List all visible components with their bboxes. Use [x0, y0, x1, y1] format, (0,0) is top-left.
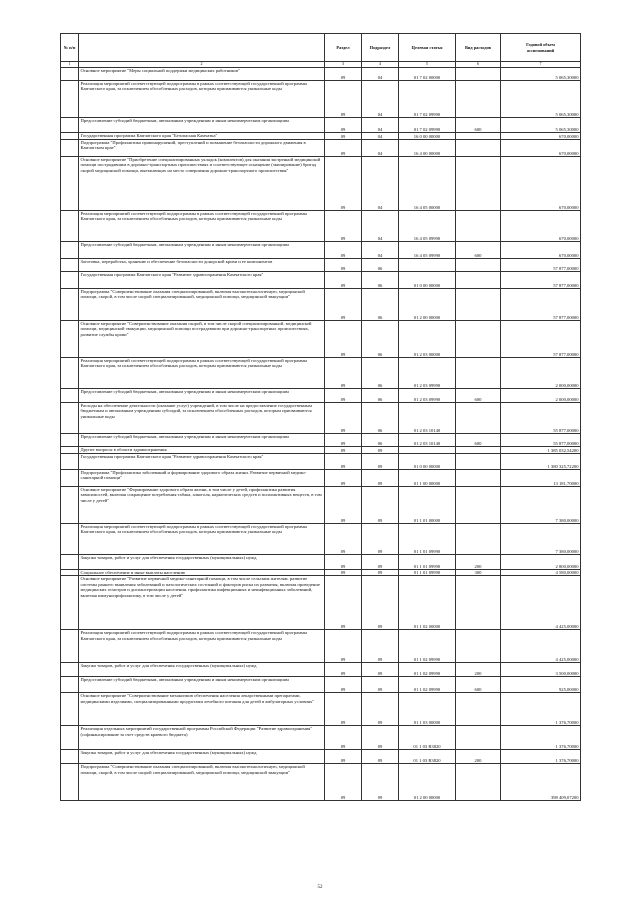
row-podrazdel: 04	[362, 242, 399, 259]
row-amount: 57 877,00000	[501, 272, 581, 289]
row-razdel: 09	[325, 555, 362, 570]
budget-table	[60, 33, 581, 801]
row-expense-type: 600	[456, 118, 501, 133]
row-amount: 925,00000	[501, 677, 581, 693]
row-razdel: 09	[325, 764, 362, 801]
row-amount: 7 380,00000	[501, 487, 581, 524]
row-name: Подпрограмма "Совершенствование оказания специализированной, включая высокотехнологичную, медицинской помощи, скорой, в том числе скорой специализированной, медицинской помощи, медицинской эвакуации"	[79, 764, 325, 801]
header-target-article: Целевая статья	[399, 34, 456, 62]
row-target-article: 16 4 05 09990	[399, 211, 456, 242]
row-podrazdel: 09	[362, 677, 399, 693]
row-razdel: 09	[325, 487, 362, 524]
table-row	[61, 242, 581, 259]
row-name: Основное мероприятие "Совершенствование механизмов обеспечения населения лекарственными препаратами, медицинскими изделиями, специализированными продуктами лечебного питания для детей в амбулаторных условиях"	[79, 693, 325, 726]
column-number: 1	[61, 62, 79, 68]
row-podrazdel: 09	[362, 576, 399, 630]
row-number	[61, 242, 79, 259]
row-name: Государственная программа Камчатского края "Безопасная Камчатка"	[79, 133, 325, 140]
row-expense-type	[456, 68, 501, 81]
row-target-article: 01 1 02 00000	[399, 576, 456, 630]
row-expense-type	[456, 576, 501, 630]
row-amount: 13 181,70000	[501, 470, 581, 487]
table-row	[61, 576, 581, 630]
row-expense-type: 200	[456, 555, 501, 570]
row-number	[61, 630, 79, 663]
row-name: Предоставление субсидий бюджетным, автономным учреждениям и иным некоммерческим организациям	[79, 389, 325, 403]
row-podrazdel: 06	[362, 321, 399, 358]
row-razdel: 09	[325, 118, 362, 133]
row-number	[61, 157, 79, 211]
row-target-article: 01 1 03 00000	[399, 693, 456, 726]
row-number	[61, 289, 79, 321]
row-expense-type	[456, 487, 501, 524]
row-number	[61, 358, 79, 389]
row-expense-type	[456, 447, 501, 454]
row-razdel: 09	[325, 68, 362, 81]
row-number	[61, 389, 79, 403]
column-number: 3	[325, 62, 362, 68]
row-name: Основное мероприятие "Развитие первичной медико-санитарной помощи, в том числе сельским жителям. развитие системы раннего выявления заболеваний и патологических состояний и факторов риска их развития, включая проведение медицинских осмотров и диспансеризации населения. профилактика инфекционных и неинфекционных заболеваний, включая иммунопрофилактику, в том числе у детей"	[79, 576, 325, 630]
row-expense-type: 600	[456, 677, 501, 693]
row-target-article: 01 2 00 00000	[399, 289, 456, 321]
row-number	[61, 68, 79, 81]
row-number	[61, 764, 79, 801]
row-name: Подпрограмма "Совершенствование оказания специализированной, включая высокотехнологичную, медицинской помощи, скорой, в том числе скорой специализированной, медицинской помощи, медицинской эвакуации"	[79, 289, 325, 321]
row-name: Предоставление субсидий бюджетным, автономным учреждениям и иным некоммерческим организациям	[79, 677, 325, 693]
row-number	[61, 576, 79, 630]
row-number	[61, 470, 79, 487]
row-razdel: 09	[325, 447, 362, 454]
table-row	[61, 403, 581, 434]
row-amount: 1 385 032,54200	[501, 447, 581, 454]
row-expense-type: 600	[456, 434, 501, 447]
row-razdel: 09	[325, 81, 362, 118]
table-row	[61, 157, 581, 211]
row-target-article: 01 2 03 10140	[399, 434, 456, 447]
row-razdel: 09	[325, 259, 362, 272]
row-podrazdel: 09	[362, 524, 399, 555]
row-razdel: 09	[325, 289, 362, 321]
row-name: Государственная программа Камчатского края "Развитие здравоохранения Камчатского края"	[79, 272, 325, 289]
row-expense-type	[456, 133, 501, 140]
row-target-article: 01 2 00 00000	[399, 764, 456, 801]
row-expense-type: 200	[456, 750, 501, 764]
row-amount: 2 000,00000	[501, 389, 581, 403]
row-podrazdel: 09	[362, 470, 399, 487]
row-name: Подпрограмма "Профилактика правонарушений, преступлений и повышение безопасности дорожного движения в Камчатском крае"	[79, 140, 325, 157]
table-row	[61, 524, 581, 555]
row-name: Подпрограмма "Профилактика заболеваний и формирование здорового образа жизни. Развитие первичной медико-санитарной помощи"	[79, 470, 325, 487]
row-podrazdel: 06	[362, 403, 399, 434]
row-name: Закупка товаров, работ и услуг для обеспечения государственных (муниципальных) нужд	[79, 750, 325, 764]
row-amount: 3 500,00000	[501, 663, 581, 677]
row-name: Государственная программа Камчатского края "Развитие здравоохранения Камчатского края"	[79, 454, 325, 470]
row-expense-type	[456, 157, 501, 211]
row-number	[61, 454, 79, 470]
row-number	[61, 321, 79, 358]
row-number	[61, 487, 79, 524]
header-expense-type: Вид расходов	[456, 34, 501, 62]
row-expense-type	[456, 321, 501, 358]
row-razdel: 09	[325, 321, 362, 358]
row-podrazdel: 09	[362, 487, 399, 524]
row-razdel: 09	[325, 454, 362, 470]
row-podrazdel: 06	[362, 434, 399, 447]
row-target-article: 01 1 03 R3820	[399, 750, 456, 764]
row-expense-type	[456, 764, 501, 801]
row-razdel: 09	[325, 576, 362, 630]
row-podrazdel: 04	[362, 81, 399, 118]
row-target-article: 01 7 02 09990	[399, 118, 456, 133]
row-target-article: 01 1 01 00000	[399, 487, 456, 524]
row-name: Реализация отдельных мероприятий государственной программы Российской Федерации "Развитие здравоохранения" (софинансирование за счет средств краевого бюджета)	[79, 726, 325, 750]
row-podrazdel: 04	[362, 140, 399, 157]
column-number: 7	[501, 62, 581, 68]
row-target-article: 01 1 02 09990	[399, 663, 456, 677]
row-podrazdel: 06	[362, 358, 399, 389]
row-target-article	[399, 259, 456, 272]
row-podrazdel: 09	[362, 447, 399, 454]
row-razdel: 09	[325, 272, 362, 289]
table-row	[61, 389, 581, 403]
row-expense-type	[456, 693, 501, 726]
row-amount: 4 580,00000	[501, 570, 581, 576]
row-expense-type	[456, 81, 501, 118]
row-podrazdel: 06	[362, 389, 399, 403]
row-expense-type: 600	[456, 389, 501, 403]
row-number	[61, 140, 79, 157]
row-number	[61, 677, 79, 693]
table-row	[61, 630, 581, 663]
row-name: Реализация мероприятий соответствующей подпрограммы в рамках соответствующей государственной программы Камчатского края, за исключением обособленных расходов, которым присваиваются уникальные коды	[79, 211, 325, 242]
header-annual-amount: Годовой объем ассигнований	[501, 34, 581, 62]
row-expense-type	[456, 289, 501, 321]
row-target-article: 01 7 02 09990	[399, 81, 456, 118]
row-target-article: 01 2 03 10140	[399, 403, 456, 434]
row-amount: 2 000,00000	[501, 358, 581, 389]
row-expense-type	[456, 140, 501, 157]
row-expense-type	[456, 524, 501, 555]
row-expense-type	[456, 630, 501, 663]
row-amount: 5 065,30000	[501, 81, 581, 118]
row-number	[61, 434, 79, 447]
row-expense-type: 200	[456, 663, 501, 677]
row-amount: 670,00000	[501, 157, 581, 211]
row-amount: 1 380 325,72200	[501, 454, 581, 470]
row-amount: 57 877,00000	[501, 321, 581, 358]
row-target-article: 01 1 00 00000	[399, 470, 456, 487]
column-number: 4	[362, 62, 399, 68]
table-row	[61, 750, 581, 764]
row-number	[61, 726, 79, 750]
row-amount: 4 425,00000	[501, 630, 581, 663]
table-row	[61, 259, 581, 272]
row-amount: 7 380,00000	[501, 524, 581, 555]
row-razdel: 09	[325, 133, 362, 140]
table-row	[61, 663, 581, 677]
row-number	[61, 211, 79, 242]
row-expense-type	[456, 454, 501, 470]
header-razdel: Раздел	[325, 34, 362, 62]
table-row	[61, 434, 581, 447]
row-podrazdel: 06	[362, 272, 399, 289]
row-razdel: 09	[325, 211, 362, 242]
table-row	[61, 272, 581, 289]
row-expense-type	[456, 470, 501, 487]
row-name: Реализация мероприятий соответствующей подпрограммы в рамках соответствующей государственной программы Камчатского края, за исключением обособленных расходов, которым присваиваются уникальные коды	[79, 81, 325, 118]
row-podrazdel: 09	[362, 750, 399, 764]
row-razdel: 09	[325, 630, 362, 663]
column-number: 6	[456, 62, 501, 68]
row-name: Социальное обеспечение и иные выплаты населению	[79, 570, 325, 576]
row-name: Основное мероприятие "Меры социальной поддержки медицинских работников"	[79, 68, 325, 81]
table-row	[61, 677, 581, 693]
table-row	[61, 470, 581, 487]
row-razdel: 09	[325, 663, 362, 677]
table-row	[61, 555, 581, 570]
row-amount: 670,00000	[501, 133, 581, 140]
row-amount: 398 409,07200	[501, 764, 581, 801]
row-razdel: 09	[325, 750, 362, 764]
table-row	[61, 487, 581, 524]
row-expense-type	[456, 259, 501, 272]
row-name: Реализация мероприятий соответствующей подпрограммы в рамках соответствующей государственной программы Камчатского края, за исключением обособленных расходов, которым присваиваются уникальные коды	[79, 630, 325, 663]
row-amount: 670,00000	[501, 242, 581, 259]
row-razdel: 09	[325, 693, 362, 726]
row-amount: 57 877,00000	[501, 289, 581, 321]
row-amount: 670,00000	[501, 211, 581, 242]
row-podrazdel: 09	[362, 555, 399, 570]
row-podrazdel: 09	[362, 693, 399, 726]
row-target-article: 01 7 02 00000	[399, 68, 456, 81]
row-podrazdel: 06	[362, 289, 399, 321]
row-name: Реализация мероприятий соответствующей подпрограммы в рамках соответствующей государственной программы Камчатского края, за исключением обособленных расходов, которым присваиваются уникальные коды	[79, 358, 325, 389]
table-row	[61, 140, 581, 157]
header-podrazdel: Подраздел	[362, 34, 399, 62]
row-amount: 1 376,70000	[501, 693, 581, 726]
row-amount: 5 065,30000	[501, 68, 581, 81]
row-podrazdel: 04	[362, 68, 399, 81]
column-number: 5	[399, 62, 456, 68]
row-amount: 57 877,00000	[501, 259, 581, 272]
table-row	[61, 68, 581, 81]
column-number: 2	[79, 62, 325, 68]
row-number	[61, 524, 79, 555]
row-razdel: 09	[325, 403, 362, 434]
row-podrazdel: 09	[362, 726, 399, 750]
row-expense-type	[456, 211, 501, 242]
row-name: Заготовка, переработка, хранение и обеспечение безопасности донорской крови и ее компонентов	[79, 259, 325, 272]
table-row	[61, 321, 581, 358]
table-row	[61, 133, 581, 140]
row-number	[61, 403, 79, 434]
row-target-article: 01 0 00 00000	[399, 272, 456, 289]
row-amount: 5 065,30000	[501, 118, 581, 133]
row-razdel: 09	[325, 389, 362, 403]
page-number: 52	[317, 885, 323, 890]
row-number	[61, 81, 79, 118]
row-name: Основное мероприятие "Совершенствование оказания скорой, в том числе скорой специализированной, медицинской помощи, медицинской эвакуации, медицинской помощи пострадавшим при дорожно-транспортных происшествиях, развитие службы крови"	[79, 321, 325, 358]
row-expense-type: 600	[456, 242, 501, 259]
row-number	[61, 555, 79, 570]
row-number	[61, 447, 79, 454]
row-target-article: 01 1 01 09990	[399, 524, 456, 555]
row-name: Расходы на обеспечение деятельности (оказание услуг) учреждений, в том числе на предоставление государственным бюджетным и автономным учреждениям субсидий, за исключением обособленных расходов, которым присваиваются уникальные коды	[79, 403, 325, 434]
row-name: Предоставление субсидий бюджетным, автономным учреждениям и иным некоммерческим организациям	[79, 434, 325, 447]
row-number	[61, 272, 79, 289]
row-amount: 1 376,70000	[501, 750, 581, 764]
row-target-article: 01 1 01 09990	[399, 555, 456, 570]
row-podrazdel: 09	[362, 764, 399, 801]
table-row	[61, 81, 581, 118]
row-target-article: 01 2 03 09990	[399, 358, 456, 389]
row-target-article: 01 0 00 00000	[399, 454, 456, 470]
row-podrazdel: 09	[362, 663, 399, 677]
row-razdel: 09	[325, 140, 362, 157]
row-target-article: 01 1 02 09990	[399, 677, 456, 693]
table-row	[61, 693, 581, 726]
table-row	[61, 447, 581, 454]
row-podrazdel: 04	[362, 211, 399, 242]
row-target-article: 16 4 00 00000	[399, 140, 456, 157]
row-amount: 4 425,00000	[501, 576, 581, 630]
row-target-article: 16 0 00 00000	[399, 133, 456, 140]
row-razdel: 09	[325, 242, 362, 259]
row-name: Основное мероприятие "Формирование здорового образа жизни, в том числе у детей, профилактика развития зависимостей, включая сокращение потребления табака, алкоголя, наркотических средств и психоактивных веществ, в том числе у детей"	[79, 487, 325, 524]
row-razdel: 09	[325, 677, 362, 693]
header-name	[79, 34, 325, 62]
row-name: Предоставление субсидий бюджетным, автономным учреждениям и иным некоммерческим организациям	[79, 242, 325, 259]
row-razdel: 09	[325, 524, 362, 555]
row-razdel: 09	[325, 434, 362, 447]
row-amount: 2 800,00000	[501, 555, 581, 570]
row-target-article	[399, 447, 456, 454]
row-razdel: 09	[325, 726, 362, 750]
table-row	[61, 289, 581, 321]
row-expense-type	[456, 272, 501, 289]
row-name: Предоставление субсидий бюджетным, автономным учреждениям и иным некоммерческим организациям	[79, 118, 325, 133]
row-target-article: 01 1 01 09990	[399, 570, 456, 576]
row-target-article: 16 4 05 09990	[399, 242, 456, 259]
row-podrazdel: 04	[362, 133, 399, 140]
table-row	[61, 764, 581, 801]
row-name: Реализация мероприятий соответствующей подпрограммы в рамках соответствующей государственной программы Камчатского края, за исключением обособленных расходов, которым присваиваются уникальные коды	[79, 524, 325, 555]
table-row	[61, 358, 581, 389]
row-amount: 55 877,00000	[501, 434, 581, 447]
row-podrazdel: 06	[362, 259, 399, 272]
table-row	[61, 118, 581, 133]
row-podrazdel: 04	[362, 157, 399, 211]
header-num: № п/п	[61, 34, 79, 62]
row-number	[61, 133, 79, 140]
row-target-article: 01 2 03 00000	[399, 321, 456, 358]
row-expense-type	[456, 726, 501, 750]
row-podrazdel: 09	[362, 630, 399, 663]
row-podrazdel: 09	[362, 454, 399, 470]
row-number	[61, 259, 79, 272]
row-target-article: 01 2 03 09990	[399, 389, 456, 403]
table-row	[61, 454, 581, 470]
row-podrazdel: 09	[362, 570, 399, 576]
row-expense-type	[456, 403, 501, 434]
row-amount: 1 376,70000	[501, 726, 581, 750]
row-number	[61, 693, 79, 726]
row-name: Закупка товаров, работ и услуг для обеспечения государственных (муниципальных) нужд	[79, 663, 325, 677]
row-target-article: 01 1 02 09990	[399, 630, 456, 663]
row-number	[61, 663, 79, 677]
table-row	[61, 726, 581, 750]
row-razdel: 09	[325, 470, 362, 487]
row-name: Основное мероприятие "Приобретение специализированных укладок (комплектов) для оказания экстренной медицинской помощи пострадавшим в дорожно-транспортных происшествиях и соответствующее оснащение (экипирование) бригад скорой медицинской помощи, выезжающих на место совершения дорожно-транспортного происшествия"	[79, 157, 325, 211]
row-expense-type	[456, 358, 501, 389]
row-razdel: 09	[325, 358, 362, 389]
table-row	[61, 211, 581, 242]
row-number	[61, 750, 79, 764]
row-amount: 670,00000	[501, 140, 581, 157]
row-target-article: 01 1 03 R3820	[399, 726, 456, 750]
row-name: Другие вопросы в области здравоохранения	[79, 447, 325, 454]
row-number	[61, 118, 79, 133]
row-amount: 55 877,00000	[501, 403, 581, 434]
row-name: Закупка товаров, работ и услуг для обеспечения государственных (муниципальных) нужд	[79, 555, 325, 570]
row-razdel: 09	[325, 570, 362, 576]
row-podrazdel: 04	[362, 118, 399, 133]
row-expense-type: 300	[456, 570, 501, 576]
row-razdel: 09	[325, 157, 362, 211]
row-target-article: 16 4 05 00000	[399, 157, 456, 211]
